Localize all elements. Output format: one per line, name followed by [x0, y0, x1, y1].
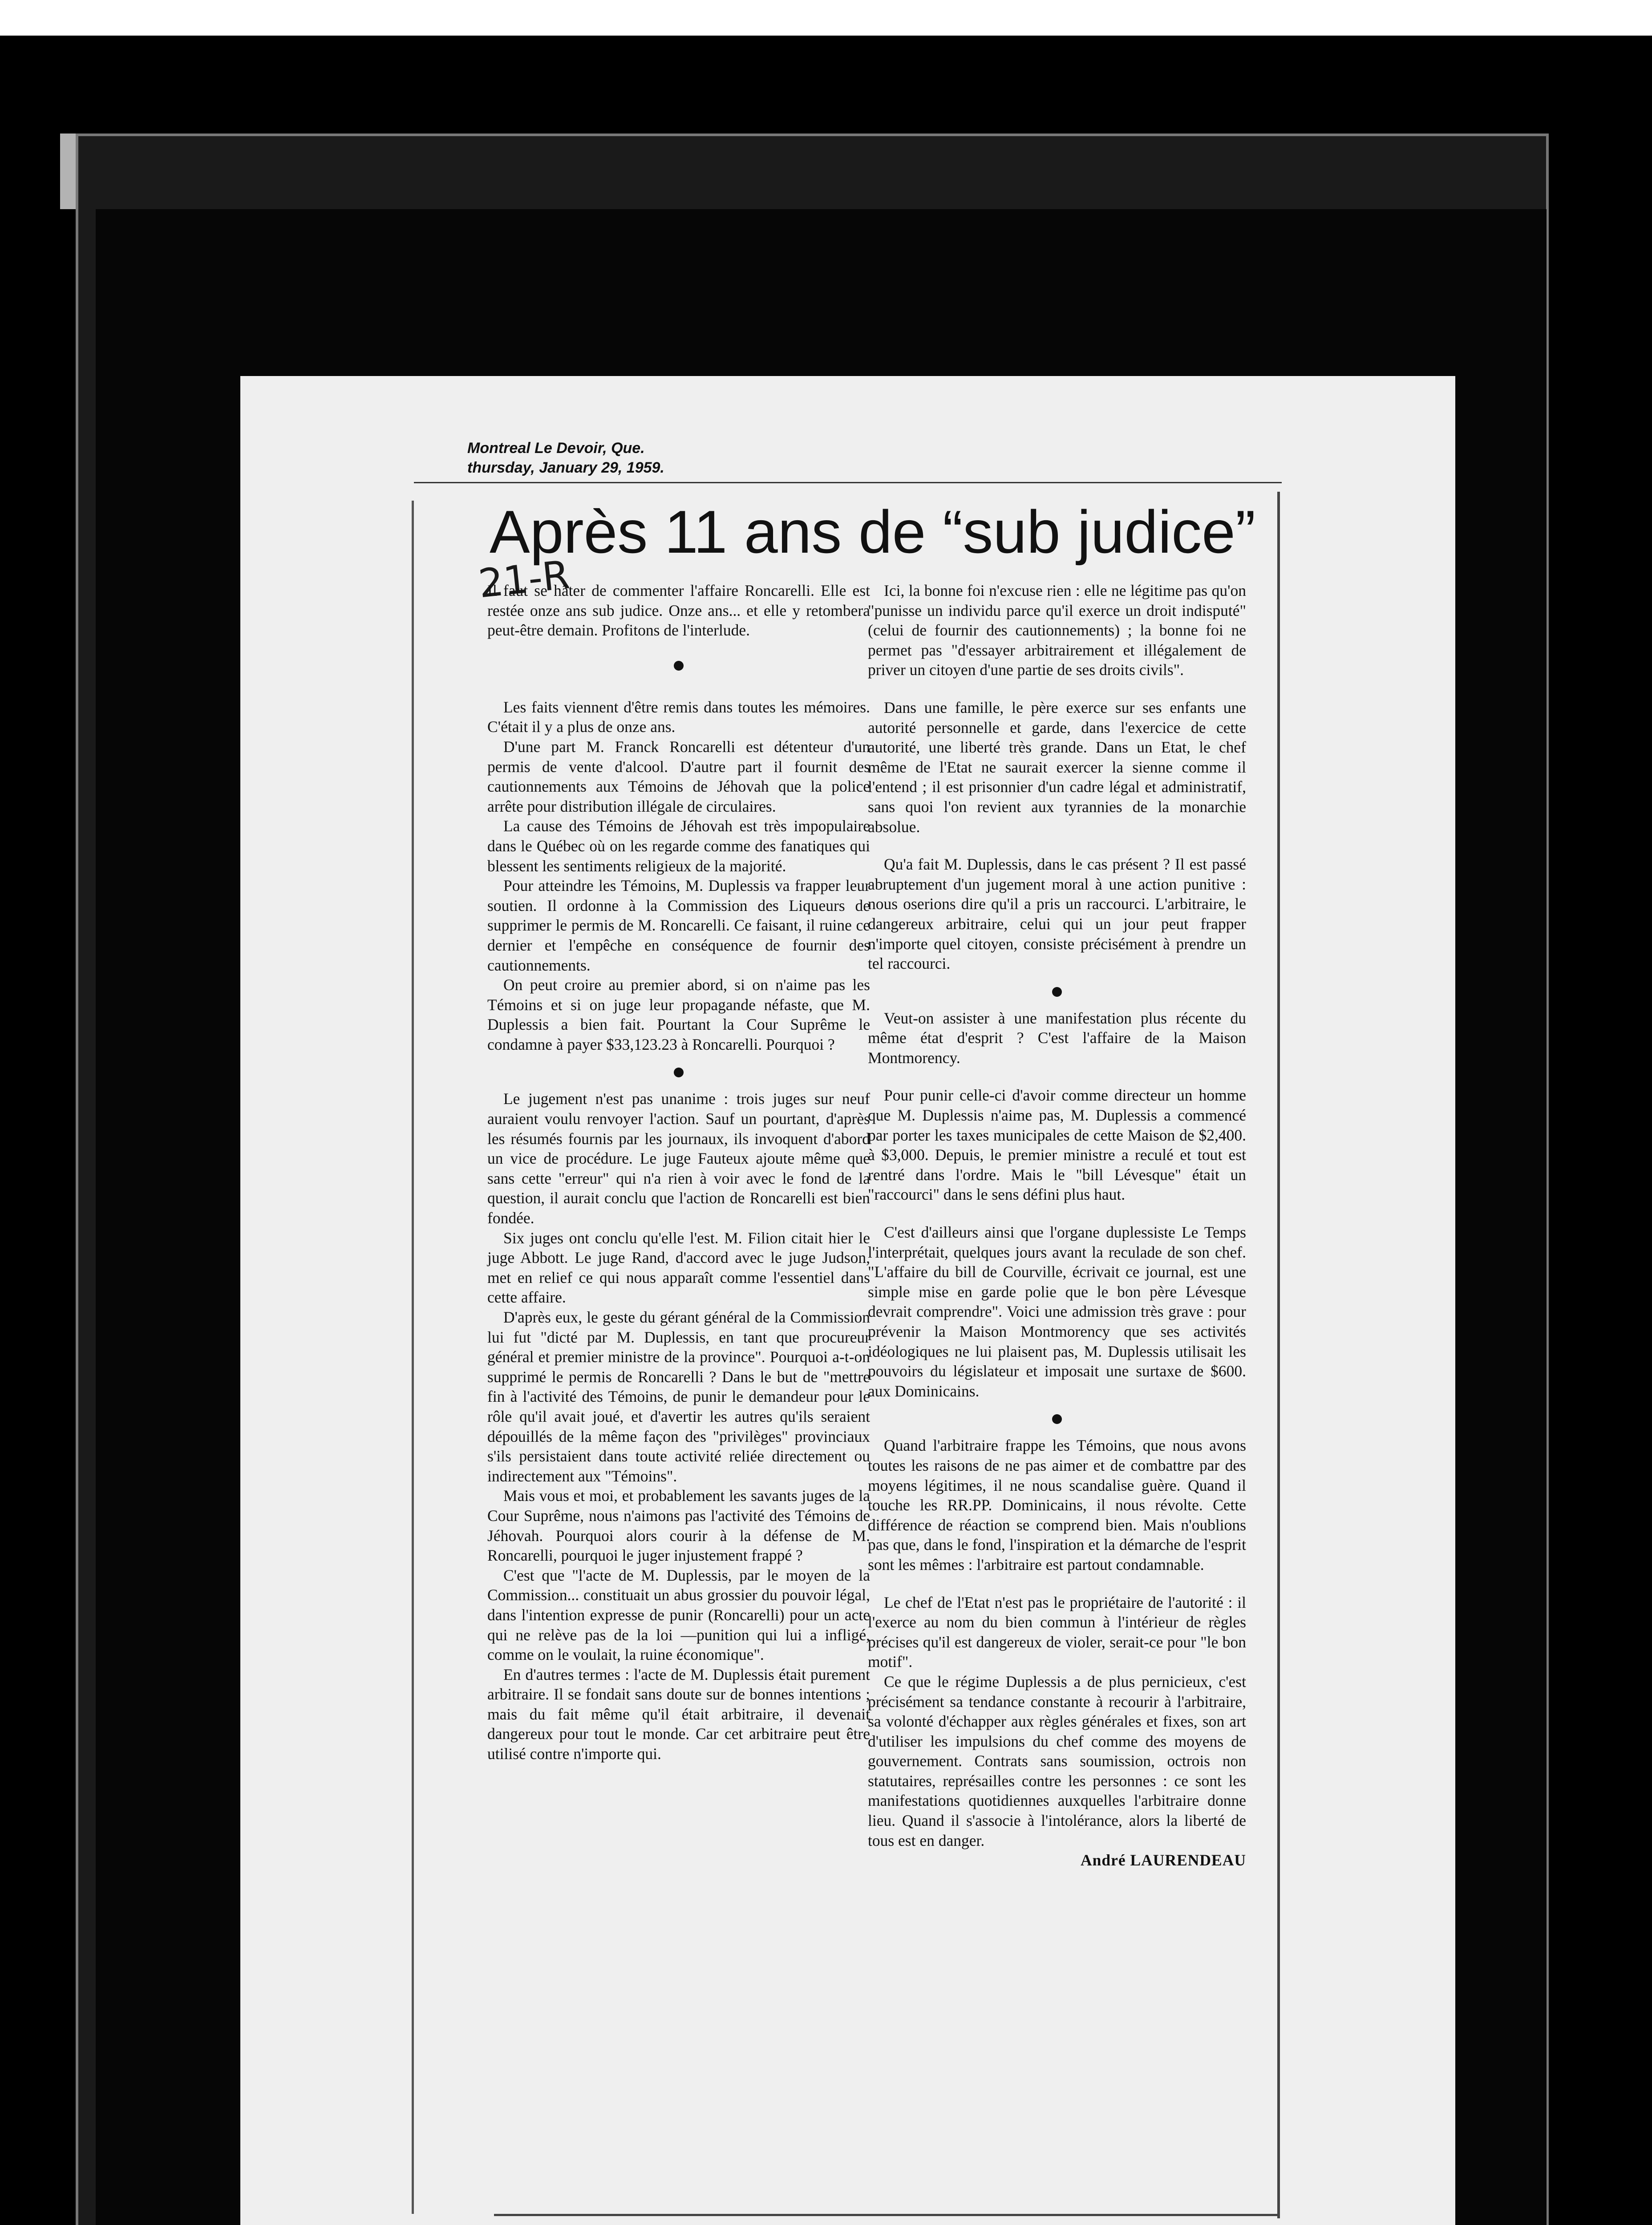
- paragraph: C'est que "l'acte de M. Duplessis, par le moyen de la Commission... constituait un abus grossier du pouvoir légal, dans l'intention expresse de punir (Roncarelli) pour un acte qui ne relève pas de la loi —punition qui lui a infligé, comme on le voulait, la ruine économique".: [487, 1566, 870, 1664]
- newspaper-clipping: [240, 376, 1455, 2225]
- paragraph: Ce que le régime Duplessis a de plus pernicieux, c'est précisément sa tendance constante à recourir à l'arbitraire, sa volonté d'échapper aux règles générales et fixes, son art d'utiliser les impulsions du chef comme des moyens de gouvernement. Contrats sans soumission, octrois non statutaires, représailles contre les personnes : ce sont les manifestations quotidiennes auxquelles l'arbitraire donne lieu. Quand il s'associe à l'intolérance, alors la liberté de tous est en danger.: [868, 1672, 1246, 1849]
- paragraph: D'après eux, le geste du gérant général de la Commission lui fut "dicté par M. Duplessis, en tant que procureur général et premier ministre de la province". Pourquoi a-t-on supprimé le permis de Roncarelli ? Dans le but de "mettre fin à l'activité des Témoins, de punir le demandeur pour le rôle qu'il avait joué, et d'avertir les autres qu'ils seraient dépouillés de la même façon des "privilèges" provinciaux s'ils persistaient dans toute activité reliée directement ou indirectement aux "Témoins".: [487, 1308, 870, 1485]
- paragraph: Le chef de l'Etat n'est pas le propriétaire de l'autorité : il l'exerce au nom du bien commun à l'intérieur de règles précises qu'il est dangereux de violer, serait-ce pour "le bon motif".: [868, 1593, 1246, 1671]
- paragraph: En d'autres termes : l'acte de M. Duplessis était purement arbitraire. Il se fondait sans doute sur de bonnes intentions ; mais du fait même qu'il était arbitraire, il devenait dangereux pour tout le monde. Car cet arbitraire peut être utilisé contre n'importe qui.: [487, 1665, 870, 1763]
- paragraph: La cause des Témoins de Jéhovah est très impopulaire dans le Québec où on les regarde comme des fanatiques qui blessent les sentiments religieux de la majorité.: [487, 817, 870, 875]
- paragraph: C'est d'ailleurs ainsi que l'organe duplessiste Le Temps l'interprétait, quelques jours avant la reculade de son chef. "L'affaire du bill de Courville, écrivait ce journal, est une simple mise en garde polie que le bon père Lévesque devrait comprendre". Voici une admission très grave : pour prévenir la Maison Montmorency que ses activités idéologiques ne lui plaisent pas, M. Duplessis utilisait les pouvoirs du législateur et imposait une surtaxe de $600. aux Dominicains.: [868, 1223, 1246, 1400]
- paragraph: Qu'a fait M. Duplessis, dans le cas présent ? Il est passé abruptement d'un jugement moral à une action punitive : nous oserions dire qu'il a pris un raccourci. L'arbitraire, le dangereux arbitraire, celui qui un jour peut frapper n'importe quel citoyen, consiste précisément à prendre un tel raccourci.: [868, 855, 1246, 973]
- paragraph: Mais vous et moi, et probablement les savants juges de la Cour Suprême, nous n'aimons pas l'activité des Témoins de Jéhovah. Pourquoi alors courir à la défense de M. Roncarelli, pourquoi le juger injustement frappé ?: [487, 1487, 870, 1565]
- section-bullet: [1052, 987, 1062, 997]
- clipping-cut-edge-right: [1277, 492, 1280, 2218]
- source-publication: Montreal Le Devoir, Que.: [467, 440, 645, 457]
- paragraph: Pour atteindre les Témoins, M. Duplessis va frapper leur soutien. Il ordonne à la Commission des Liqueurs de supprimer le permis de M. Roncarelli. Ce faisant, il ruine ce dernier et l'empêche en conséquence de fournir des cautionnements.: [487, 877, 870, 974]
- article-column-left: [487, 581, 870, 1764]
- clipping-cut-edge-left: [412, 501, 414, 2214]
- source-line: [467, 438, 868, 477]
- paragraph: Six juges ont conclu qu'elle l'est. M. Filion citait hier le juge Abbott. Le juge Rand, d'accord avec le juge Judson, met en relief ce qui nous apparaît comme l'essentiel dans cette affaire.: [487, 1229, 870, 1307]
- paragraph: D'une part M. Franck Roncarelli est détenteur d'un permis de vente d'alcool. D'autre part il fournit des cautionnements aux Témoins de Jéhovah que la police arrête pour distribution illégale de circulaires.: [487, 737, 870, 815]
- paragraph: Le jugement n'est pas unanime : trois juges sur neuf auraient voulu renvoyer l'action. Sauf un pourtant, d'après les résumés fournis par les journaux, ils invoquent d'abord un vice de procédure. Le juge Fauteux ajoute même que sans cette "erreur" qui n'a rien à voir avec le fond de la question, il aurait conclu que l'action de Roncarelli est bien fondée.: [487, 1090, 870, 1227]
- section-bullet: [1052, 1414, 1062, 1424]
- paragraph: Il faut se hâter de commenter l'affaire Roncarelli. Elle est restée onze ans sub judice. Onze ans... et elle y retombera peut-être demain. Profitons de l'interlude.: [487, 582, 870, 639]
- paragraph: Dans une famille, le père exerce sur ses enfants une autorité personnelle et garde, dans l'exercice de cette autorité, une liberté très grande. Dans un Etat, le chef même de l'Etat ne saurait exercer la sienne comme il l'entend ; il est prisonnier d'un cadre légal et administratif, sans quoi l'on revient aux tyrannies de la monarchie absolue.: [868, 698, 1246, 836]
- author-signature: André LAURENDEAU: [1080, 1851, 1246, 1869]
- article-column-right: [868, 581, 1246, 1870]
- section-bullet: [674, 1068, 684, 1077]
- paragraph: Les faits viennent d'être remis dans toutes les mémoires. C'était il y a plus de onze ans.: [487, 698, 870, 736]
- handwritten-note: 21-R: [476, 551, 572, 607]
- section-bullet: [674, 661, 684, 671]
- article-headline: Après 11 ans de “sub judice”: [490, 498, 1256, 566]
- paragraph: Veut-on assister à une manifestation plus récente du même état d'esprit ? C'est l'affaire de la Maison Montmorency.: [868, 1009, 1246, 1067]
- clipping-cut-edge-bottom: [494, 2214, 1277, 2216]
- paragraph: Pour punir celle-ci d'avoir comme directeur un homme que M. Duplessis n'aime pas, M. Duplessis a commencé par porter les taxes municipales de cette Maison de $2,400. à $3,000. Depuis, le premier ministre a reculé et tout est rentré dans l'ordre. Mais le "bill Lévesque" était un "raccourci" dans le sens défini plus haut.: [868, 1086, 1246, 1204]
- source-date: thursday, January 29, 1959.: [467, 459, 664, 476]
- film-margin: [0, 0, 1652, 36]
- paragraph: Ici, la bonne foi n'excuse rien : elle ne légitime pas qu'on "punisse un individu parce qu'il exerce un droit indisputé" (celui de fournir des cautionnements) ; la bonne foi ne permet pas "d'essayer arbitrairement et illégalement de priver un citoyen d'une partie de ses droits civils".: [868, 582, 1246, 679]
- paragraph: On peut croire au premier abord, si on n'aime pas les Témoins et si on juge leur propagande néfaste, que M. Duplessis a bien fait. Pourtant la Cour Suprême le condamne à payer $33,123.23 à Roncarelli. Pourquoi ?: [487, 976, 870, 1053]
- header-rule: [414, 482, 1282, 483]
- paragraph: Quand l'arbitraire frappe les Témoins, que nous avons toutes les raisons de ne pas aimer et de combattre par des moyens légitimes, il ne nous scandalise guère. Quand il touche les RR.PP. Dominicains, il nous révolte. Cette différence de réaction se comprend bien. Mais n'oublions pas que, dans le fond, l'inspiration et la démarche de l'esprit sont les mêmes : l'arbitraire est partout condamnable.: [868, 1436, 1246, 1574]
